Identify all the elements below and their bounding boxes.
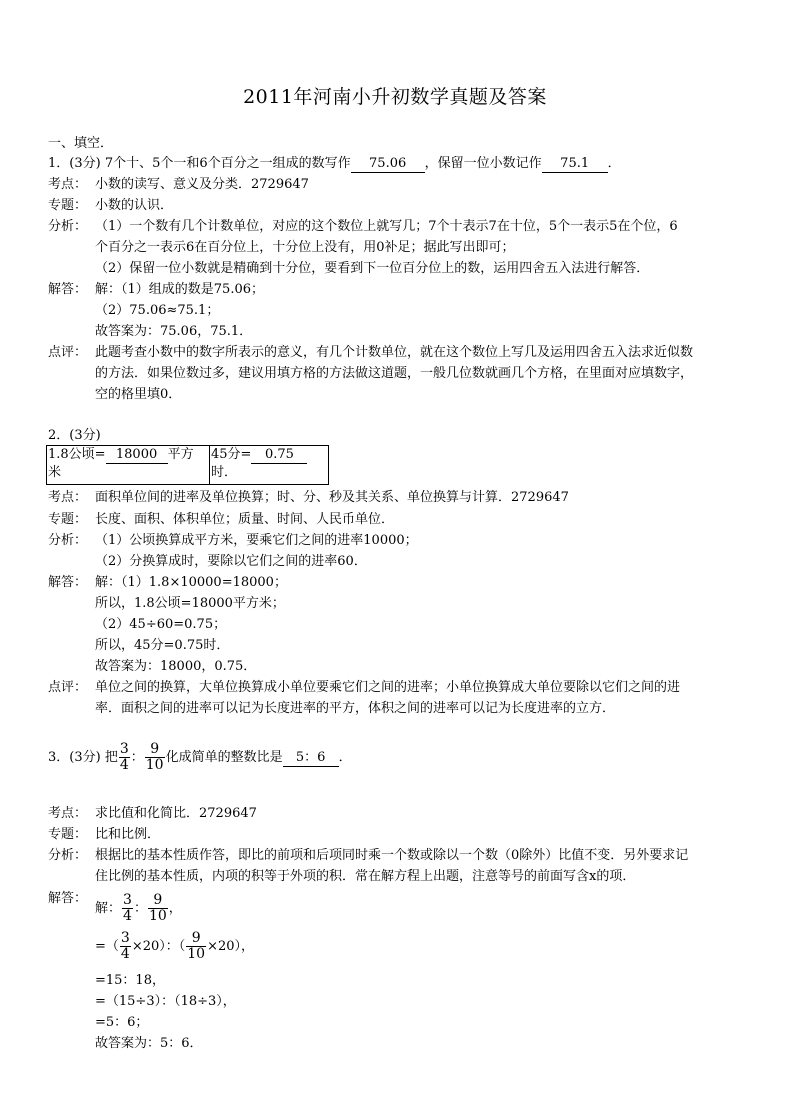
q3-fraction-a (119, 742, 130, 773)
page-title: 2011年河南小升初数学真题及答案 (243, 86, 547, 108)
q3-kaodian-text: 求比值和化简比．2729647 (95, 806, 257, 821)
q2-cell1-line2: 米 (48, 465, 62, 480)
q3-jieda-2-a: =（ (95, 939, 119, 954)
q3-jieda-1-prefix: 解： (95, 901, 122, 916)
q1-jieda-label: 解答： (48, 282, 88, 297)
q3-fraction-a-denominator: 4 (119, 757, 129, 773)
q2-zhuanti-text: 长度、面积、体积单位；质量、时间、人民币单位． (95, 512, 395, 527)
q3-jieda-2-fraction-a (120, 931, 131, 962)
q2-header: 2．(3分) (48, 428, 101, 443)
q3-zhuanti-text: 比和比例． (95, 827, 161, 842)
q2-cell1-suffix: 平方 (167, 447, 194, 462)
q1-stem-mid: ，保留一位小数记作 (424, 156, 542, 171)
q1-kaodian-label: 考点： (48, 177, 88, 192)
q3-fraction-b-denominator: 10 (145, 757, 164, 773)
q3-stem-end: ． (338, 750, 352, 765)
q2-question-table (46, 445, 329, 485)
q1-stem (48, 155, 621, 173)
q3-fraction-b-numerator: 9 (150, 741, 160, 757)
q3-jieda-line-5: =5：6； (95, 1015, 149, 1030)
q2-jieda-line-5: 故答案为：18000，0.75． (95, 659, 257, 674)
q1-dianping-line-2: 的方法．如果位数过多，建议用填方格的方法做这道题，一般几位数就画几个方格，在里面对应填数字， (95, 366, 694, 381)
q3-jieda-2-fraction-b-numerator: 9 (191, 930, 201, 946)
q3-jieda-fraction-b-numerator: 9 (153, 892, 163, 908)
q3-stem (48, 741, 352, 775)
q3-fraction-b (145, 742, 165, 773)
q2-fenxi-line-2: （2）分换算成时，要除以它们之间的进率60． (95, 554, 367, 569)
q1-fenxi-line-2: 个百分之一表示6在百分位上，十分位上没有，用0补足；据此写出即可； (95, 240, 515, 255)
q3-jieda-fraction-a-numerator: 3 (123, 892, 132, 908)
q1-answer-blank-1: 75.06 (351, 156, 425, 173)
q3-jieda-fraction-a (122, 893, 133, 924)
q3-jieda-line-2 (95, 930, 254, 964)
q1-stem-prefix: 1．(3分) 7个十、5个一和6个百分之一组成的数写作 (48, 156, 351, 171)
q2-dianping-line-2: 率．面积之间的进率可以记为长度进率的平方，体积之间的进率可以记为长度进率的立方． (95, 701, 616, 716)
q2-cell-area (47, 446, 210, 485)
q3-jieda-fraction-b-denominator: 10 (148, 908, 167, 924)
q3-stem-mid: 化成简单的整数比是 (165, 750, 283, 765)
q2-zhuanti-label: 专题： (48, 512, 88, 527)
q3-zhuanti-label: 专题： (48, 827, 88, 842)
q1-jieda-line-3: 故答案为：75.06，75.1． (95, 324, 253, 339)
q2-jieda-line-1: 解：（1）1.8×10000=18000； (95, 575, 287, 590)
q3-fenxi-line-2: 住比例的基本性质，内项的积等于外项的积．常在解方程上出题，注意等号的前面写含x的项． (95, 869, 636, 884)
q2-answer-blank-1: 18000 (106, 447, 168, 464)
q3-answer-blank: 5：6 (283, 750, 339, 767)
q3-kaodian-label: 考点： (48, 806, 88, 821)
q2-answer-blank-2: 0.75 (251, 447, 307, 464)
q3-stem-prefix: 3．(3分) 把 (48, 750, 118, 765)
q1-jieda-line-1: 解：（1）组成的数是75.06； (95, 282, 264, 297)
q3-jieda-2-fraction-a-denominator: 4 (120, 946, 130, 962)
q1-fenxi-line-1: （1）一个数有几个计数单位，对应的这个数位上就写几；7个十表示7在十位，5个一表示5在个位，6 (95, 219, 678, 234)
q3-jieda-1-end: ， (168, 901, 182, 916)
q3-jieda-fraction-b (148, 893, 168, 924)
q1-zhuanti-label: 专题： (48, 198, 88, 213)
q1-zhuanti-text: 小数的认识． (95, 198, 174, 213)
q3-jieda-colon: ： (133, 901, 147, 916)
q1-kaodian-text: 小数的读写、意义及分类．2729647 (95, 177, 309, 192)
q2-cell2-line2: 时． (211, 465, 238, 480)
q3-jieda-fraction-a-denominator: 4 (123, 908, 132, 924)
q2-cell-time (210, 446, 329, 485)
q3-jieda-2-fraction-b-denominator: 10 (187, 946, 206, 962)
q2-fenxi-label: 分析： (48, 533, 88, 548)
q2-dianping-label: 点评： (48, 680, 88, 695)
q2-dianping-line-1: 单位之间的换算，大单位换算成小单位要乘它们之间的进率；小单位换算成大单位要除以它们之间的进 (95, 680, 681, 695)
q3-jieda-line-4: =（15÷3）：（18÷3）， (95, 994, 236, 1009)
q3-jieda-2-fraction-b (186, 931, 206, 962)
q1-dianping-label: 点评： (48, 345, 88, 360)
q1-jieda-line-2: （2）75.06≈75.1； (95, 303, 220, 318)
section-heading: 一、填空． (48, 136, 114, 151)
q1-stem-end: ． (607, 156, 621, 171)
q2-cell2-prefix: 45分= (211, 447, 252, 462)
q2-jieda-line-3: （2）45÷60=0.75； (95, 617, 227, 632)
q2-jieda-line-4: 所以，45分=0.75时． (95, 638, 230, 653)
q3-jieda-label: 解答： (48, 891, 88, 906)
q3-colon: ： (130, 750, 144, 765)
q2-kaodian-label: 考点： (48, 490, 88, 505)
q3-fenxi-label: 分析： (48, 848, 88, 863)
q2-cell1-prefix: 1.8公顷= (48, 447, 106, 462)
q1-fenxi-line-3: （2）保留一位小数就是精确到十分位，要看到下一位百分位上的数，运用四舍五入法进行解答． (95, 261, 650, 276)
q3-fenxi-line-1: 根据比的基本性质作答，即比的前项和后项同时乘一个数或除以一个数（0除外）比值不变．另外要求记 (95, 848, 689, 863)
q1-fenxi-label: 分析： (48, 219, 88, 234)
q2-jieda-line-2: 所以，1.8公顷=18000平方米； (95, 596, 285, 611)
q2-kaodian-text: 面积单位间的进率及单位换算；时、分、秒及其关系、单位换算与计算．2729647 (95, 490, 569, 505)
q1-dianping-line-1: 此题考查小数中的数字所表示的意义，有几个计数单位，就在这个数位上写几及运用四舍五入法求近似数 (95, 345, 694, 360)
q3-fraction-a-numerator: 3 (119, 741, 129, 757)
q3-jieda-2-fraction-a-numerator: 3 (120, 930, 130, 946)
q3-jieda-2-b: ×20）：（ (131, 939, 186, 954)
q1-dianping-line-3: 空的格里填0． (95, 387, 182, 402)
q3-jieda-line-6: 故答案为：5：6． (95, 1036, 203, 1051)
q2-fenxi-line-1: （1）公顷换算成平方米，要乘它们之间的进率10000； (95, 533, 418, 548)
q3-jieda-line-3: =15：18， (95, 973, 165, 988)
q1-answer-blank-2: 75.1 (542, 156, 608, 173)
q2-jieda-label: 解答： (48, 575, 88, 590)
q3-jieda-line-1 (95, 892, 182, 926)
q3-jieda-2-c: ×20）， (207, 939, 255, 954)
